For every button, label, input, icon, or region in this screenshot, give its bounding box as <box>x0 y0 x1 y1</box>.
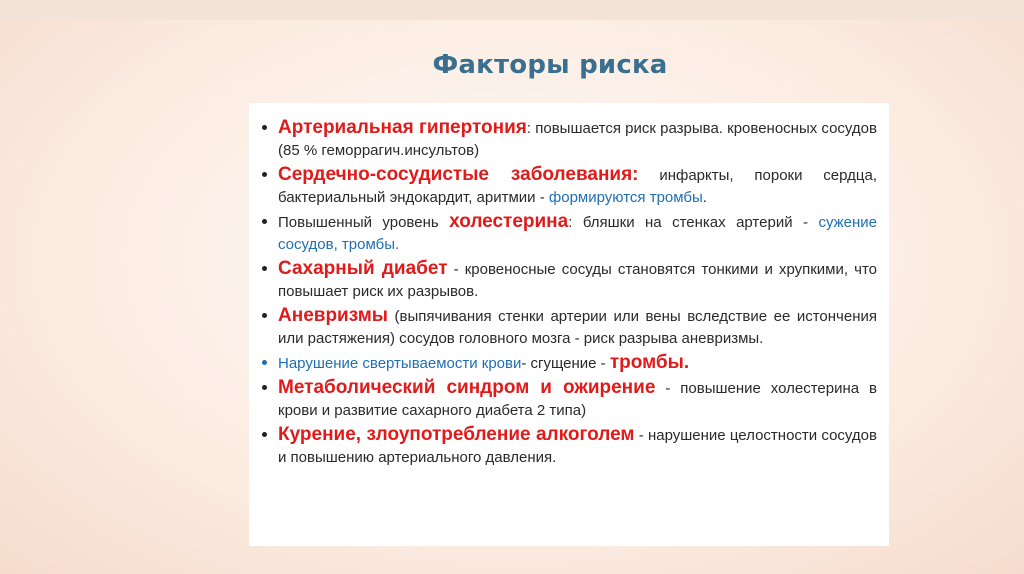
risk-factor-list <box>259 117 877 469</box>
item-text: . <box>702 189 707 206</box>
term-highlight: Артериальная гипертония <box>278 117 527 138</box>
content-card <box>249 103 889 546</box>
list-item <box>259 211 877 256</box>
term-highlight: Курение, злоупотребление алкоголем <box>278 424 635 445</box>
item-text: Повышенный уровень <box>278 214 450 231</box>
term-highlight: тромбы. <box>609 352 690 373</box>
bullet-icon <box>262 172 267 177</box>
list-item <box>259 258 877 303</box>
bullet-icon <box>262 432 267 437</box>
bullet-icon <box>262 125 267 130</box>
item-note-blue: сужение сосудов, тромбы. <box>278 214 877 253</box>
list-item <box>259 305 877 350</box>
item-text: : бляшки на стенках артерий - <box>568 214 819 231</box>
bullet-icon <box>262 219 267 224</box>
term-highlight: Аневризмы <box>278 305 388 326</box>
bullet-icon <box>262 385 267 390</box>
list-item <box>259 117 877 162</box>
slide-title: Факторы риска <box>432 50 668 80</box>
term-highlight: Метаболический синдром и ожирение <box>278 377 656 398</box>
item-note-blue: формируются тромбы <box>548 189 703 206</box>
term-highlight: Сердечно-сосудистые заболевания: <box>278 164 639 185</box>
item-text: : повышается риск разрыва. кровеносных сосудов (85 % геморрагич.инсультов) <box>278 120 877 159</box>
bullet-icon <box>262 360 267 365</box>
list-item <box>259 377 877 422</box>
top-bar <box>0 0 1024 20</box>
item-text: - кровеносные сосуды становятся тонкими и хрупкими, что повышает риск их разрывов. <box>278 261 877 300</box>
item-text: инфаркты, пороки сердца, бактериальный эндокардит, аритмии - <box>278 167 877 206</box>
list-item <box>259 424 877 469</box>
item-text: (выпячивания стенки артерии или вены вследствие ее истончения или растяжения) сосудов головного мозга - риск разрыва аневризмы. <box>278 308 877 347</box>
item-note-blue: Нарушение свертываемости крови <box>278 355 522 372</box>
item-text: - сгущение - <box>521 355 610 372</box>
list-item <box>259 164 877 209</box>
bullet-icon <box>262 266 267 271</box>
bullet-icon <box>262 313 267 318</box>
item-text: - повышение холестерина в крови и развитие сахарного диабета 2 типа) <box>278 380 878 419</box>
list-item <box>259 352 877 375</box>
term-highlight: Сахарный диабет <box>278 258 448 279</box>
item-text: - нарушение целостности сосудов и повышению артериального давления. <box>278 427 877 466</box>
term-highlight: холестерина <box>449 211 569 232</box>
